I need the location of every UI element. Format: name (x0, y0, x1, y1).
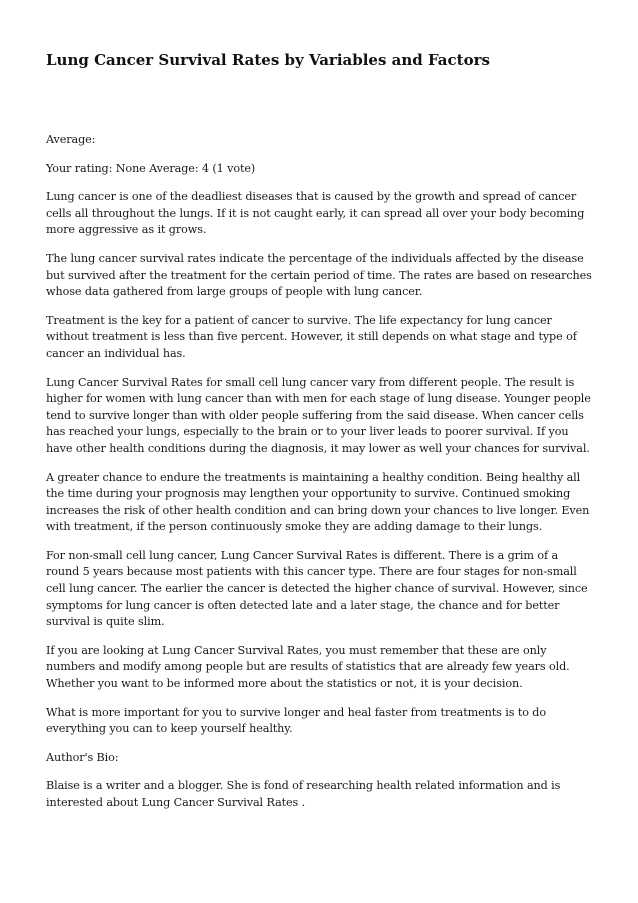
body-paragraph: For non-small cell lung cancer, Lung Cancer Survival Rates is different. There is a grim of a round 5 years because most patients with this cancer type. There are four stages for non-small cell lung cancer. The earlier the cancer is detected the higher chance of survival. However, since symptoms for lung cancer is often detected late and a later stage, the chance and for better survival is quite slim. (46, 548, 588, 629)
body-paragraph: Lung Cancer Survival Rates for small cell lung cancer vary from different people. The result is higher for women with lung cancer than with men for each stage of lung disease. Younger people tend to survive longer than with older people suffering from the said disease. When cancer cells has reached your lungs, especially to the brain or to your liver leads to poorer survival. If you have other health conditions during the diagnosis, it may lower as well your chances for survival. (46, 375, 591, 455)
body-paragraph: Lung cancer is one of the deadliest diseases that is caused by the growth and spread of cancer cells all throughout the lungs. If it is not caught early, it can spread all over your body becoming more aggressive as it grows. (46, 190, 585, 237)
body-paragraph: A greater chance to endure the treatments is maintaining a healthy condition. Being healthy all the time during your prognosis may lengthen your opportunity to survive. Continued smoking increases the risk of other health condition and can bring down your chances to live longer. Even with treatment, if the person continuously smoke they are adding damage to their lungs. (46, 470, 590, 534)
document-page (46, 50, 594, 824)
body-paragraph: The lung cancer survival rates indicate the percentage of the individuals affected by the disease but survived after the treatment for the certain period of time. The rates are based on researches whose data gathered from large groups of people with lung cancer. (46, 251, 592, 299)
author-bio-label: Author's Bio: (46, 750, 119, 764)
average-label: Average: (46, 133, 96, 146)
body-paragraph: What is more important for you to survive longer and heal faster from treatments is to do everything you can to keep yourself healthy. (46, 705, 547, 736)
body-paragraph: If you are looking at Lung Cancer Survival Rates, you must remember that these are only numbers and modify among people but are results of statistics that are already few years old. Whether you want to be informed more about the statistics or not, it is your decision. (46, 643, 570, 691)
rating-line: Your rating: None Average: 4 (1 vote) (46, 161, 256, 175)
body-paragraph: Treatment is the key for a patient of cancer to survive. The life expectancy for lung cancer without treatment is less than five percent. However, it still depends on what stage and type of cancer an individual has. (46, 313, 577, 360)
author-bio-text: Blaise is a writer and a blogger. She is fond of researching health related information and is interested about Lung Cancer Survival Rates . (46, 779, 561, 809)
document-body (46, 132, 594, 812)
document-title: Lung Cancer Survival Rates by Variables and Factors (46, 51, 490, 69)
